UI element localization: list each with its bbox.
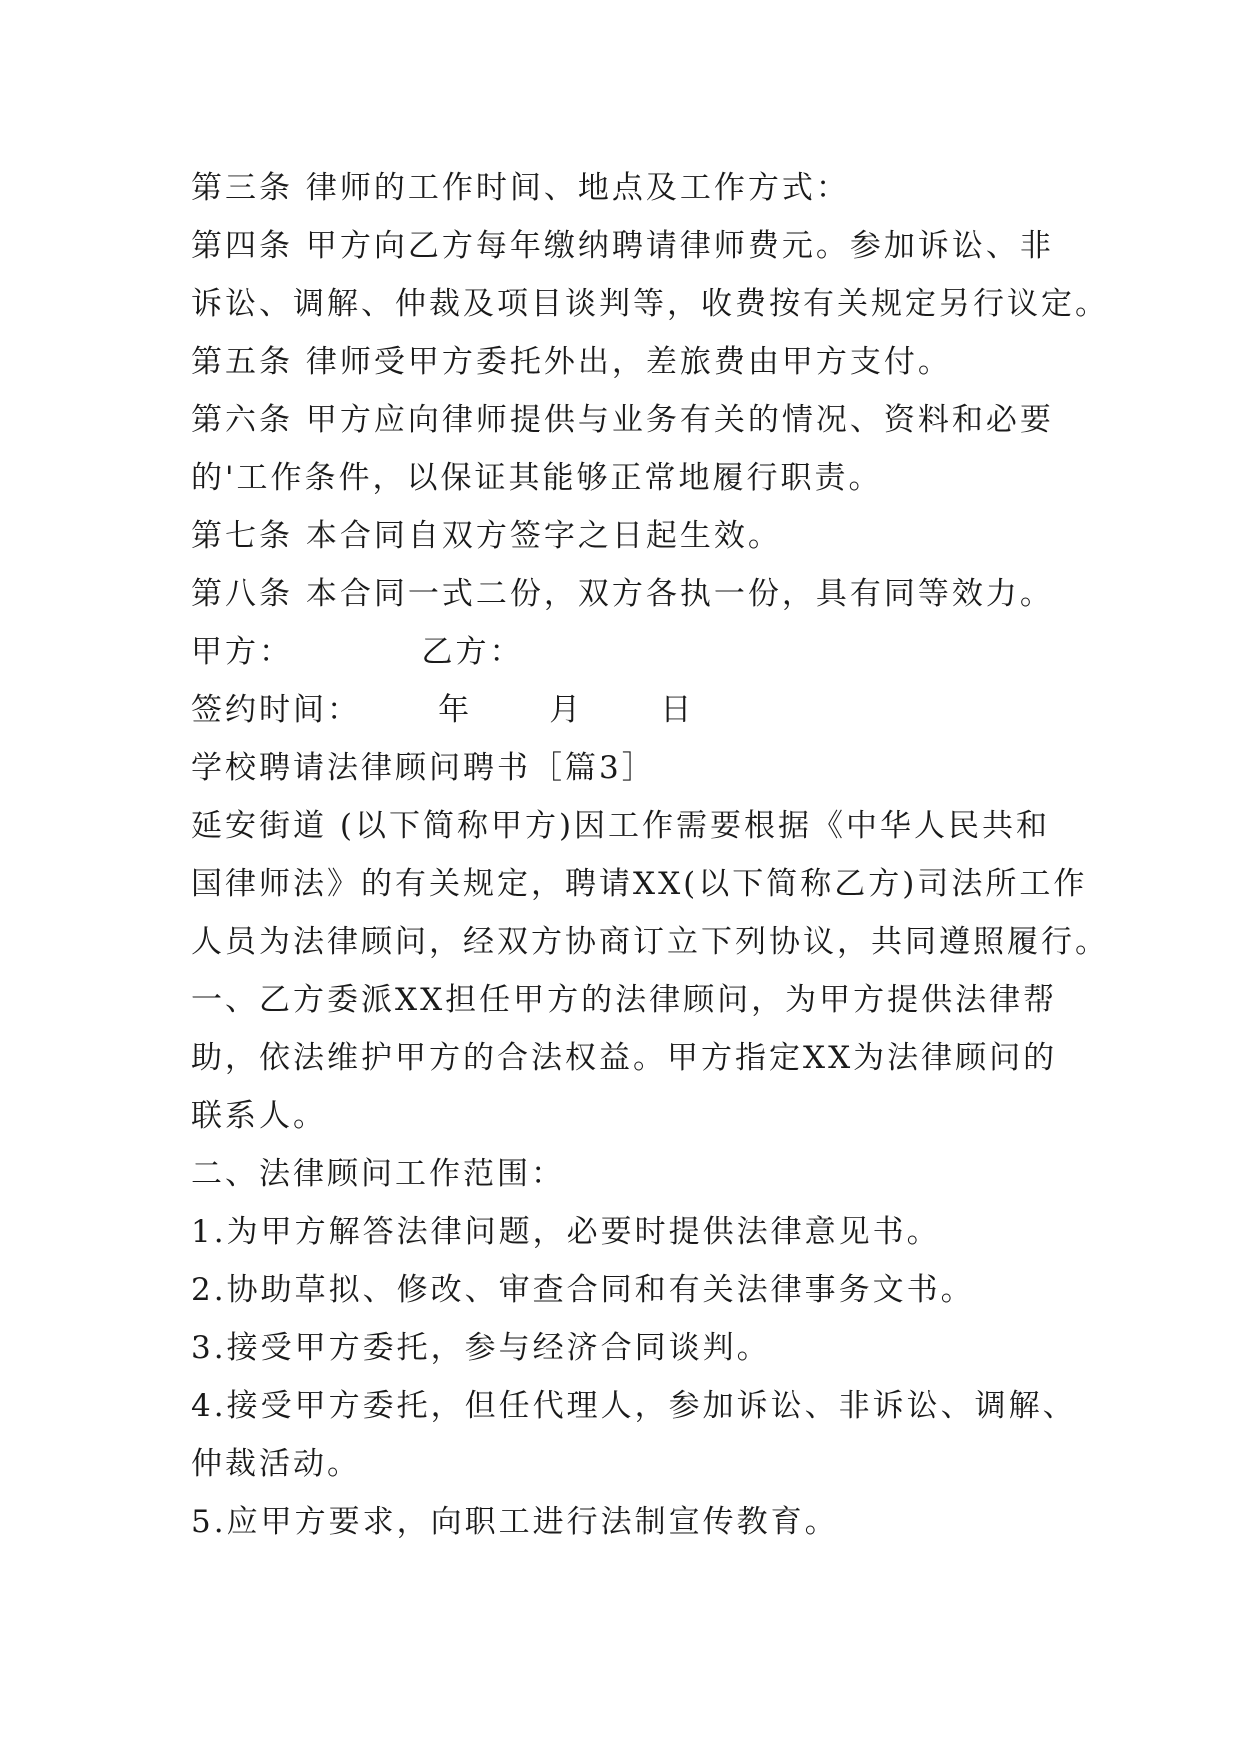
text-line: 延安街道 (以下简称甲方)因工作需要根据《中华人民共和: [191, 808, 1051, 844]
list-item: 1.为甲方解答法律问题，必要时提供法律意见书。: [191, 1214, 941, 1250]
text-line: 二、法律顾问工作范围：: [191, 1156, 565, 1192]
text-line: 国律师法》的有关规定，聘请XX(以下简称乙方)司法所工作: [191, 866, 1088, 902]
text-line: 第七条 本合同自双方签字之日起生效。: [191, 518, 782, 554]
list-item: 4.接受甲方委托，但任代理人，参加诉讼、非诉讼、调解、: [191, 1388, 1077, 1424]
text-line: 第四条 甲方向乙方每年缴纳聘请律师费元。参加诉讼、非: [191, 228, 1054, 264]
document-body: [191, 159, 1109, 1551]
text-line: 诉讼、调解、仲裁及项目谈判等，收费按有关规定另行议定。: [191, 286, 1109, 322]
text-line: 第六条 甲方应向律师提供与业务有关的情况、资料和必要: [191, 402, 1054, 438]
text-line: 一、乙方委派XX担任甲方的法律顾问，为甲方提供法律帮: [191, 982, 1058, 1018]
text-line: 助，依法维护甲方的合法权益。甲方指定XX为法律顾问的: [191, 1040, 1058, 1076]
signature-parties-line: 甲方： 乙方：: [191, 634, 524, 670]
list-item: 3.接受甲方委托，参与经济合同谈判。: [191, 1330, 771, 1366]
text-line: 第八条 本合同一式二份，双方各执一份，具有同等效力。: [191, 576, 1054, 612]
list-item: 2.协助草拟、修改、审查合同和有关法律事务文书。: [191, 1272, 975, 1308]
text-line: 联系人。: [191, 1098, 327, 1134]
text-line: 的'工作条件，以保证其能够正常地履行职责。: [191, 460, 883, 496]
signing-date-line: 签约时间： 年 月 日: [191, 692, 695, 728]
text-line: 仲裁活动。: [191, 1446, 361, 1482]
list-item: 5.应甲方要求，向职工进行法制宣传教育。: [191, 1504, 839, 1540]
text-line: 人员为法律顾问，经双方协商订立下列协议，共同遵照履行。: [191, 924, 1109, 960]
text-line: 第五条 律师受甲方委托外出，差旅费由甲方支付。: [191, 344, 952, 380]
section-title: 学校聘请法律顾问聘书［篇3］: [191, 750, 656, 786]
text-line: 第三条 律师的工作时间、地点及工作方式：: [191, 170, 850, 206]
